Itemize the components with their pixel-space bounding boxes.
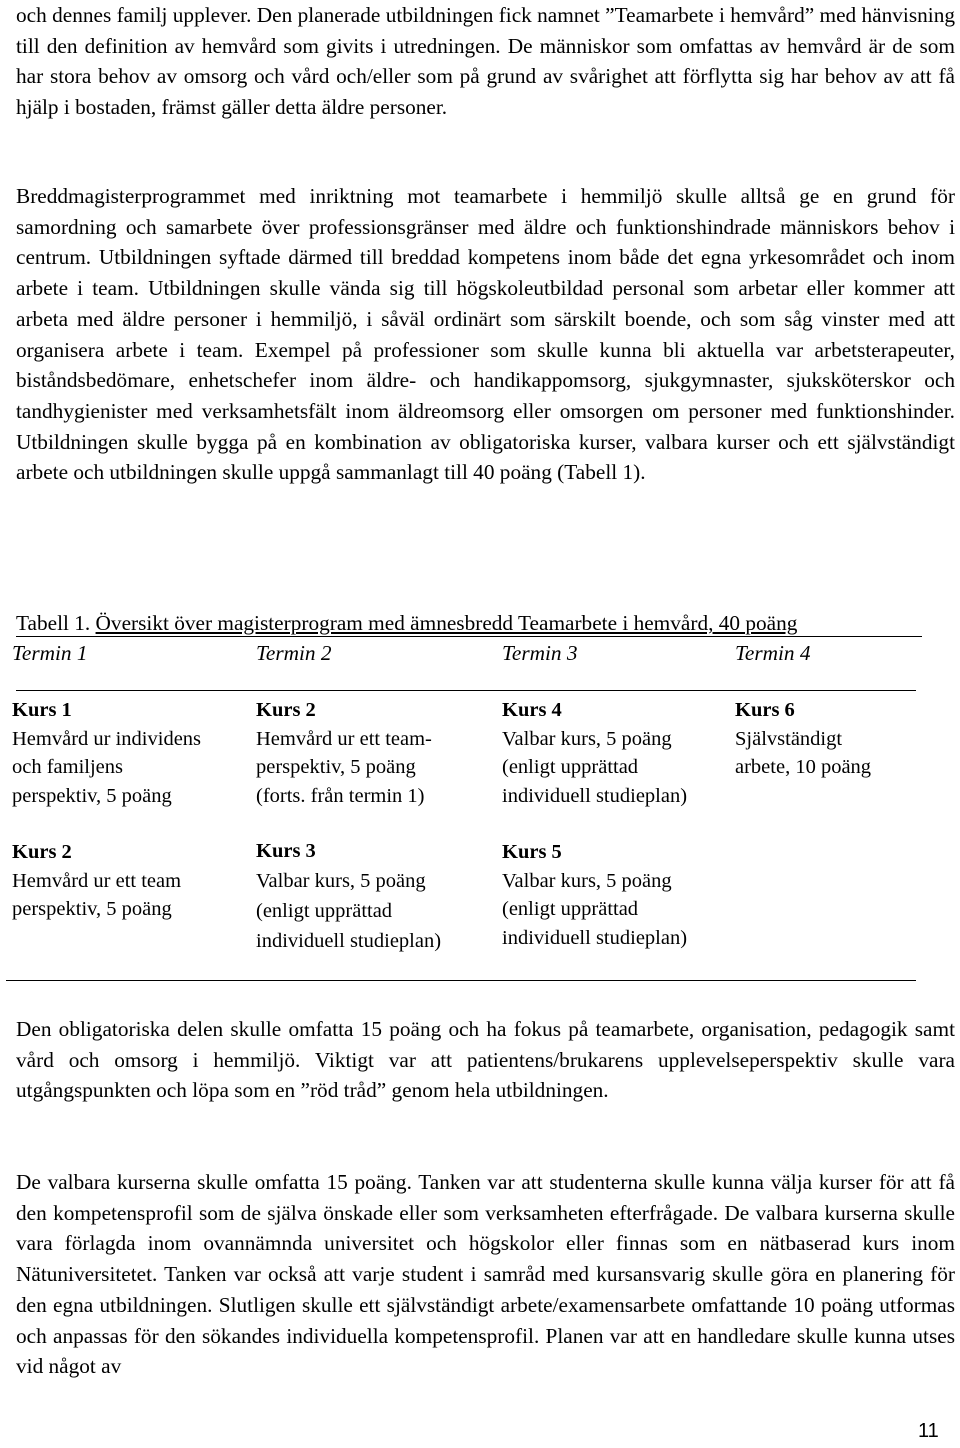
term-header-3: Termin 3 [502, 641, 578, 665]
course-name: Kurs 6 [735, 699, 795, 721]
page-number: 11 [918, 1420, 939, 1442]
course-desc-line: individuell studieplan) [502, 926, 688, 949]
table-header-underline [16, 636, 922, 637]
course-cell [735, 696, 871, 782]
course-name: Kurs 5 [502, 841, 562, 863]
course-name: Kurs 4 [502, 699, 562, 721]
course-desc-line: (enligt upprättad [502, 898, 639, 920]
course-cell [12, 838, 181, 924]
course-desc-line: individuell studieplan) [256, 930, 442, 952]
course-name: Kurs 3 [256, 840, 316, 862]
course-desc-line: individuell studieplan) [502, 784, 688, 807]
paragraph-intro-continued: och dennes familj upplever. Den planerade utbildningen fick namnet ”Teamarbete i hemvård” med hänvisning till den definition av hemvård som givits i utredningen. De människor som omfattas av hemvård är de som har stora behov av omsorg och vård och/eller som på grund av svårighet att förflytta sig har behov av att få hjälp i bostaden, främst gäller detta äldre personer. [16, 3, 955, 120]
term-header-1: Termin 1 [12, 641, 88, 665]
table-bottom-rule [6, 980, 916, 981]
table-caption-text: Översikt över magisterprogram med ämnesbredd Teamarbete i hemvård, 40 poäng [95, 611, 798, 635]
course-cell [502, 838, 687, 952]
table-caption [16, 608, 797, 638]
course-desc-line: Valbar kurs, 5 poäng [502, 869, 672, 892]
course-desc-line: Hemvård ur ett team- [256, 727, 432, 750]
course-desc-line: perspektiv, 5 poäng [12, 898, 172, 920]
course-desc-line: Valbar kurs, 5 poäng [502, 727, 672, 750]
course-desc-line: Valbar kurs, 5 poäng [256, 870, 426, 892]
course-cell [256, 696, 432, 810]
paragraph-elective-courses: De valbara kurserna skulle omfatta 15 poäng. Tanken var att studenterna skulle kunna välja kurser för att få den kompetensprofil som de själva önskade eller som verksamheten efterfrågade. De valbara kurserna skulle vara förlagda inom ovannämnda universitet och högskolor eller finnas som en nätbaserad kurs inom Nätuniversitetet. Tanken var också att varje student i samråd med kursansvarig skulle göra en planering för den egna utbildningen. Slutligen skulle ett självständigt arbete/examensarbete omfattande 10 poäng utformas och anpassas för den sökandes individuella kompetensprofil. Planen var att en handledare skulle kunna utses vid något av [16, 1170, 955, 1379]
course-desc-line: (forts. från termin 1) [256, 784, 425, 807]
course-name: Kurs 1 [12, 699, 72, 721]
table-caption-label: Tabell 1. [16, 611, 91, 635]
course-desc-line: perspektiv, 5 poäng [256, 756, 416, 778]
term-header-2: Termin 2 [256, 641, 332, 665]
paragraph-program-description: Breddmagisterprogrammet med inriktning mot teamarbete i hemmiljö skulle alltså ge en grund för samordning och samarbete över professionsgränser med äldre och funktionshindrade människors behov i centrum. Utbildningen syftade därmed till breddad kompetens inom både det egna yrkesområdet och inom arbete i team. Utbildningen skulle vända sig till högskoleutbildad personal som arbetar eller kommer att arbeta med äldre personer i hemmiljö, i såväl ordinärt som särskilt boende, och som såg vinster med att organisera arbete i team. Exempel på professioner som skulle kunna bli aktuella var arbetsterapeuter, biståndsbedömare, enhetschefer inom äldre- och handikappomsorg, sjukgymnaster, sjuksköterskor och tandhygienister med verksamhetsfält inom äldreomsorg eller omsorgen om personer med funktionshinder. Utbildningen skulle bygga på en kombination av obligatoriska kurser, valbara kurser och ett självständigt arbete och utbildningen skulle uppgå sammanlagt till 40 poäng (Tabell 1). [16, 184, 955, 485]
paragraph-mandatory-part: Den obligatoriska delen skulle omfatta 15 poäng och ha fokus på teamarbete, organisation, pedagogik samt vård och omsorg i hemmiljö. Viktigt var att patientens/brukarens upplevelseperspektiv skulle vara utgångspunkten och löpa som en ”röd tråd” genom hela utbildningen. [16, 1017, 955, 1103]
course-name: Kurs 2 [256, 699, 316, 721]
course-desc-line: Självständigt [735, 727, 843, 750]
course-cell [256, 836, 441, 956]
course-desc-line: (enligt upprättad [256, 900, 393, 922]
course-cell [502, 696, 687, 810]
course-desc-line: Hemvård ur individens [12, 727, 202, 750]
course-name: Kurs 2 [12, 841, 72, 863]
course-desc-line: Hemvård ur ett team [12, 869, 182, 892]
course-desc-line: arbete, 10 poäng [735, 756, 872, 778]
course-cell [12, 696, 201, 810]
course-desc-line: perspektiv, 5 poäng [12, 784, 172, 807]
course-desc-line: (enligt upprättad [502, 756, 639, 778]
table-header-rule [16, 690, 916, 691]
course-desc-line: och familjens [12, 756, 124, 778]
term-header-4: Termin 4 [735, 641, 811, 665]
